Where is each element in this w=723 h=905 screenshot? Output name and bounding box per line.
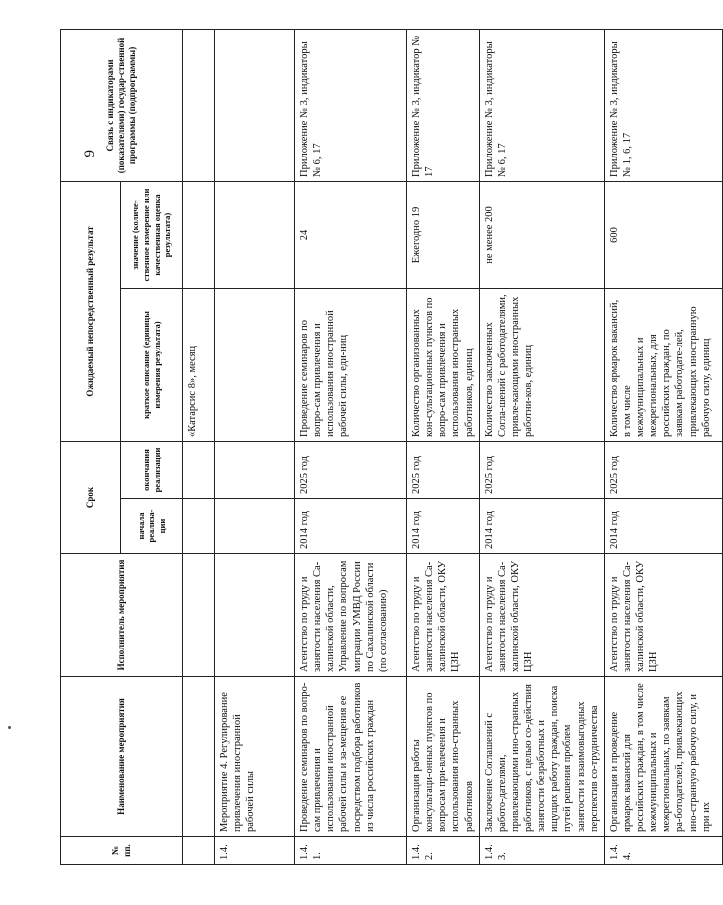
cell-result-value [215,181,295,288]
cell-executor: Агентство по труду и занятости населения Са-халинской области, ОКУ ЦЗН [479,554,604,677]
header-executor: Исполнитель мероприятия [61,554,183,677]
cell-end: 2025 год [479,441,604,498]
page-number: 9 [82,150,98,158]
cell-result-desc: Количество заключенных Согла-шений с работодателями, привле-кающими иностранных работни-ков, единиц [479,288,604,441]
cell-num: 1.4. [215,837,295,865]
cell-link: Приложение № 3, индикатор № 17 [407,29,480,181]
cell-end: 2025 год [295,441,407,498]
cell-link: Приложение № 3, индикаторы № 6, 17 [295,29,407,181]
table-row [604,29,722,864]
cell-num: 1.4.4. [604,837,722,865]
table-row [479,29,604,864]
cell-result-value: 24 [295,181,407,288]
header-result-desc: краткое описание (единицы измерения результата) [121,288,183,441]
cell-executor: Агентство по труду и занятости населения Са-халинской области, ОКУ ЦЗН [407,554,480,677]
cell-start: 2014 год [407,499,480,554]
table-row [407,29,480,864]
header-result-value: значение (количе-ственное измерение или качественная оценка результата) [121,181,183,288]
cell-executor: Агентство по труду и занятости населения Са-халинской области, ОКУ ЦЗН [604,554,722,677]
cell-start: 2014 год [604,499,722,554]
cell-link: Приложение № 3, индикаторы № 1, 6, 17 [604,29,722,181]
cell-name: Организация работы консультаци-онных пунктов по вопросам при-влечения и использования ино-странных работников [407,677,480,837]
cell-num: 1.4.3. [479,837,604,865]
cell-name: Проведение семинаров по вопро-сам привлечения и использования иностранной рабочей силы и за-мещения ее посредством подбора работников из числа российских граждан [295,677,407,837]
cell-result-desc [215,288,295,441]
cell-executor: Агентство по труду и занятости населения Са-халинской области, Управление по вопросам миграции УМВД России по Сахалинской области (по согласованию) [295,554,407,677]
header-term: Срок [61,441,121,553]
cell-num: 1.4.2. [407,837,480,865]
cell-result-desc: Количество ярмарок вакансий, в том числе межмуниципальных и межрегиональных, для российских граждан, по заявкам работодате-лей, привлекающих иностранную рабочую силу, единиц [604,288,722,441]
cell-name: Мероприятие 4. Регулирование привлечения иностранной рабочей силы [215,677,295,837]
header-link: Связь с индикаторами (показателями) государ-ственной программы (подпрограммы) [61,29,183,181]
cell-end: 2025 год [604,441,722,498]
cell-start: 2014 год [295,499,407,554]
cell-end [215,441,295,498]
scan-speck [8,726,11,729]
table-row [295,29,407,864]
cell-result-desc: Количество организованных кон-сультационных пунктов по вопро-сам привлечения и использования иностранных работников, единиц [407,288,480,441]
cell-result-desc: «Катарсис 8», месяц [183,288,215,441]
cell-end: 2025 год [407,441,480,498]
header-result: Ожидаемый непосредственный результат [61,181,121,441]
table-row [183,29,215,864]
cell-start: 2014 год [479,499,604,554]
cell-result-value: 600 [604,181,722,288]
table-row [215,29,295,864]
header-name: Наименование мероприятия [61,677,183,837]
header-num: № пп. [61,837,183,865]
cell-start [215,499,295,554]
cell-executor [215,554,295,677]
header-end: окончания реализации [121,441,183,498]
cell-result-value: Ежегодно 19 [407,181,480,288]
cell-result-value: не менее 200 [479,181,604,288]
header-start: начала реализа-ции [121,499,183,554]
cell-num: 1.4.1. [295,837,407,865]
cell-link: Приложение № 3, индикаторы № 6, 17 [479,29,604,181]
cell-name: Организация и проведение ярмарок вакансий для российских граждан, в том числе межмуниципальных и межрегиональных, по заявкам ра-ботодателей, привлекающих ино-странную рабочую силу, и при их [604,677,722,837]
measures-table [60,29,723,865]
cell-name: Заключение Соглашений с работо-дателями, привлекающими ино-странных работников, с целью со-действия занятости безработных и ищущих работу граждан, поиска путей решения проблем занятости и взаимовыгодных перспектив со-трудничества [479,677,604,837]
cell-result-desc: Проведение семинаров по вопро-сам привлечения и использования иностранной рабочей силы, еди-ниц [295,288,407,441]
rotated-page [60,30,712,865]
cell-link [215,29,295,181]
